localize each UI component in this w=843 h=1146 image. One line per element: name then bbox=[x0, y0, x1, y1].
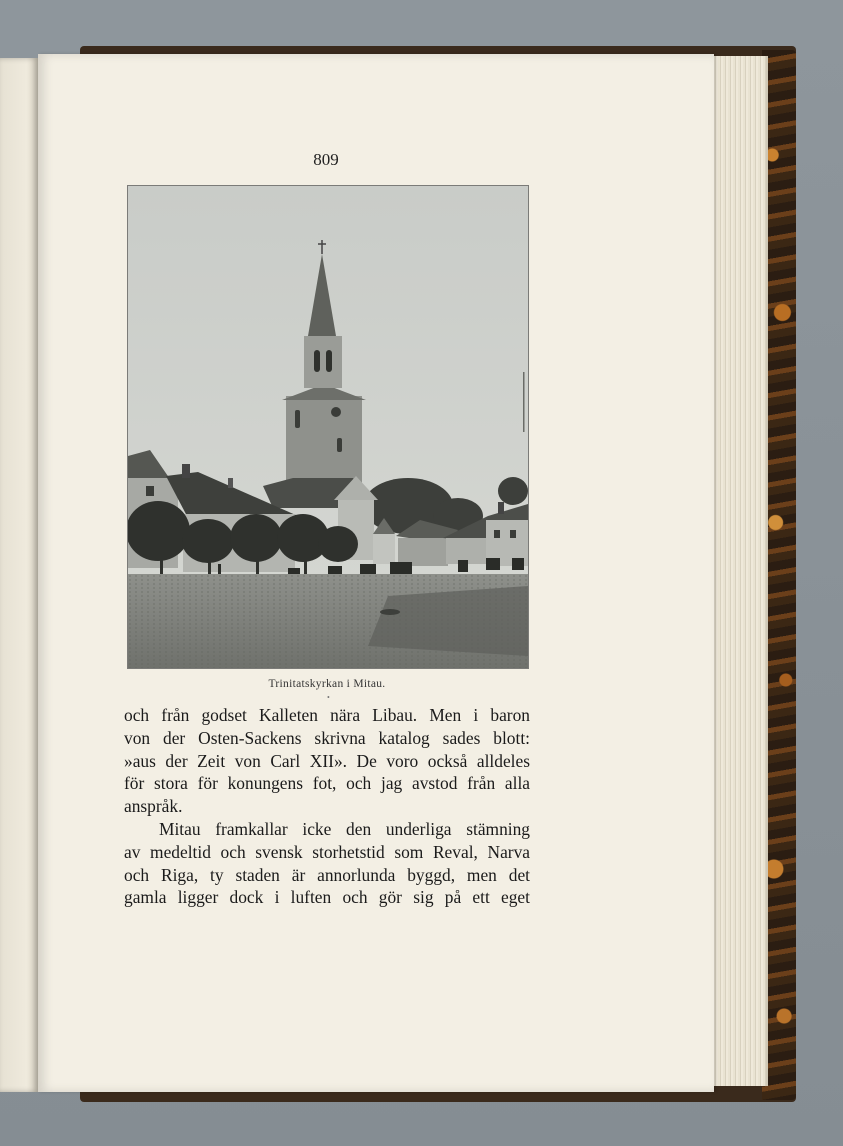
photograph-image bbox=[128, 186, 528, 668]
text-line: Mitau framkallar icke den underliga stämning bbox=[159, 818, 530, 839]
figure-caption: Trinitatskyrkan i Mitau. bbox=[268, 678, 386, 690]
text-line: och Riga, ty staden är annorlunda byggd, men det bbox=[124, 864, 530, 885]
book-page bbox=[38, 54, 714, 1092]
text-line: för stora för konungens fot, och jag avstod från alla bbox=[124, 773, 530, 794]
text-line: anspråk. bbox=[124, 796, 183, 817]
page-block-edges bbox=[708, 56, 768, 1086]
body-text bbox=[124, 704, 530, 909]
text-line: »aus der Zeit von Carl XII». De voro också alldeles bbox=[124, 750, 530, 771]
left-page-edge bbox=[0, 58, 38, 1092]
text-line: av medeltid och svensk storhetstid som Reval, Narva bbox=[124, 841, 530, 862]
text-line: gamla ligger dock i luften och gör sig på ett eget bbox=[124, 887, 530, 908]
caption-mark: • bbox=[327, 693, 330, 702]
church-photograph bbox=[127, 185, 529, 669]
page-number: 809 bbox=[313, 150, 339, 169]
text-line: och från godset Kalleten nära Libau. Men i baron bbox=[124, 705, 530, 725]
text-line: von der Osten-Sackens skrivna katalog sades blott: bbox=[124, 727, 530, 748]
